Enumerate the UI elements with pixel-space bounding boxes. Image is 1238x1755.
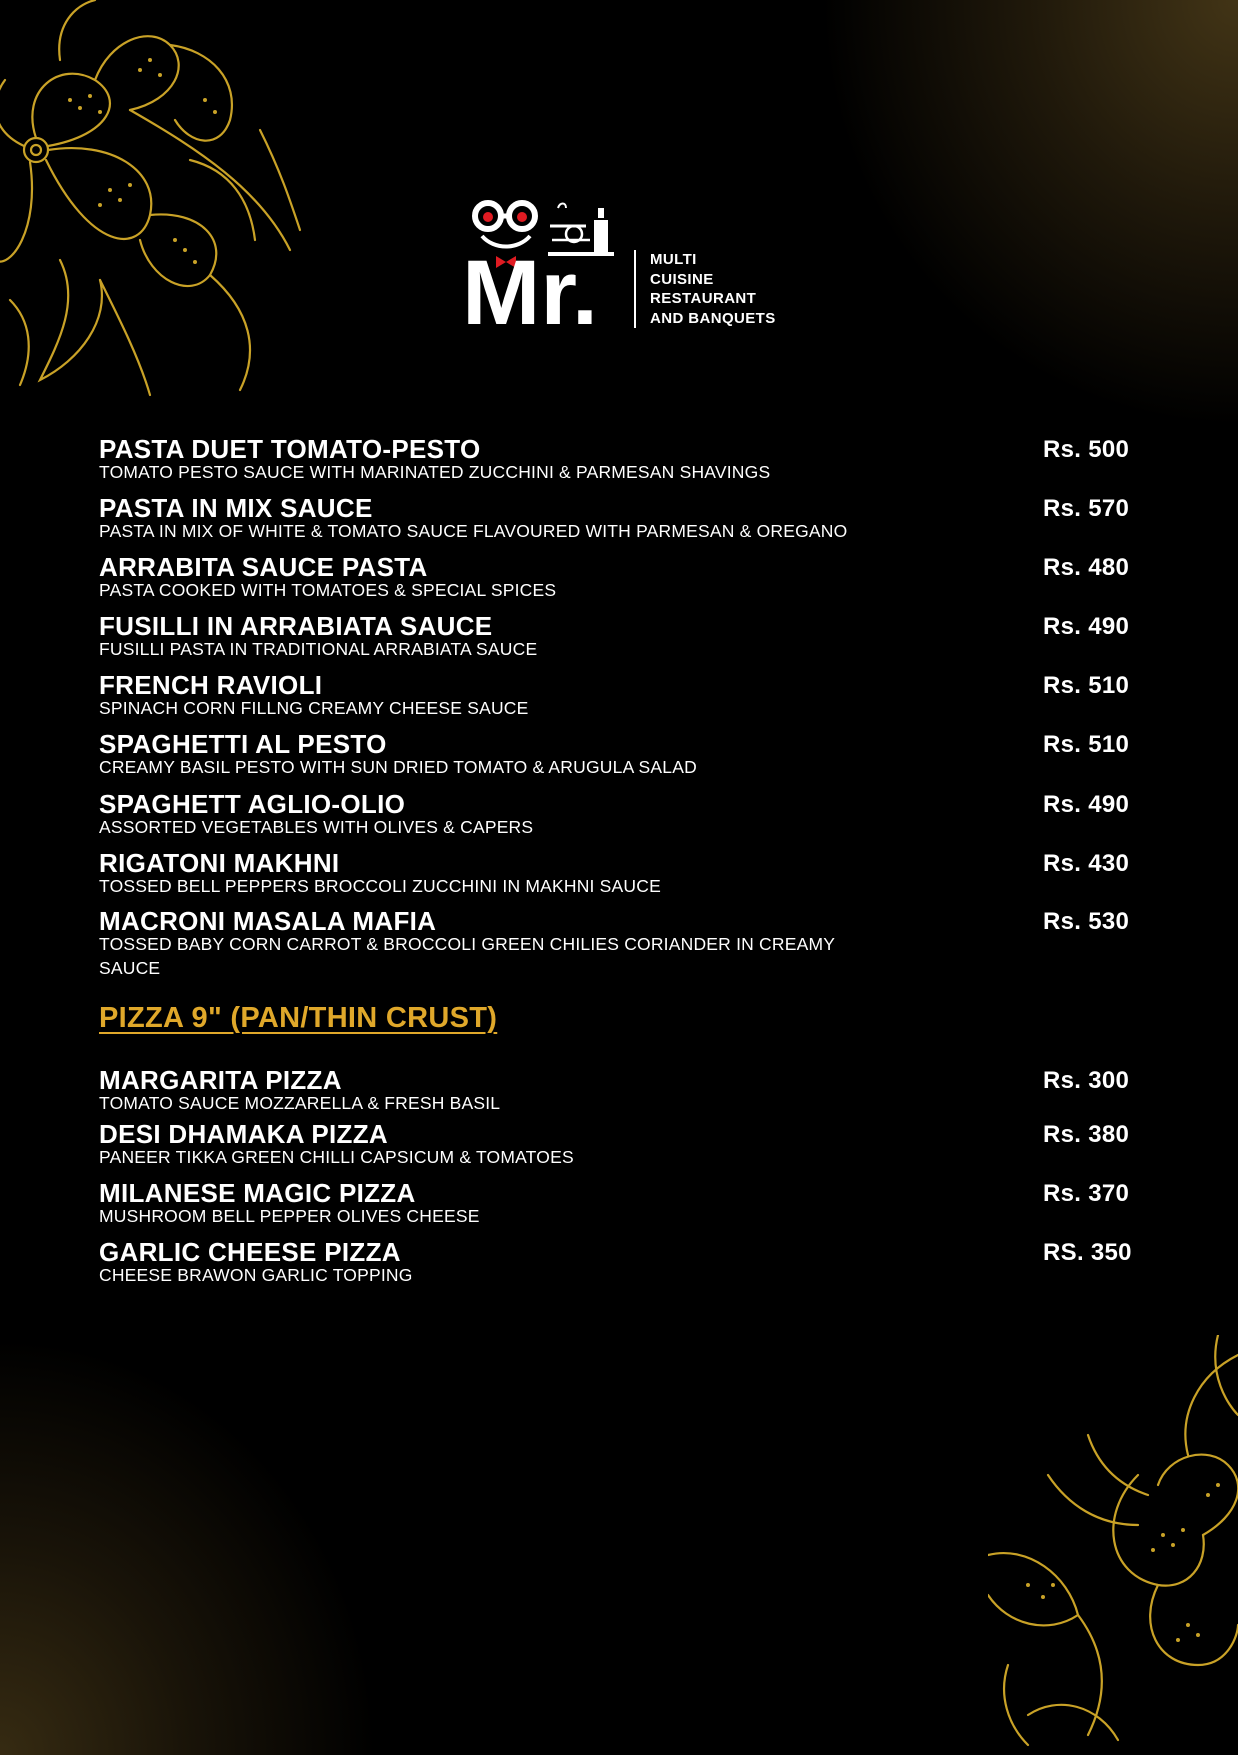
menu-item-price: Rs. 370 — [1043, 1180, 1130, 1207]
menu-item-price: Rs. 500 — [1043, 436, 1130, 463]
menu-item-description: PASTA COOKED WITH TOMATOES & SPECIAL SPICES — [99, 580, 557, 600]
menu-item-price: Rs. 510 — [1043, 672, 1130, 699]
menu-item — [99, 554, 1139, 602]
menu-item-name: PASTA DUET TOMATO-PESTO — [99, 434, 481, 464]
menu-item-description: TOMATO PESTO SAUCE WITH MARINATED ZUCCHINI & PARMESAN SHAVINGS — [99, 462, 771, 482]
menu-item-description: PANEER TIKKA GREEN CHILLI CAPSICUM & TOMATOES — [99, 1147, 574, 1167]
section-heading-pizza: PIZZA 9" (PAN/THIN CRUST) — [99, 1002, 498, 1034]
menu-item-name: DESI DHAMAKA PIZZA — [99, 1119, 388, 1149]
menu-item — [99, 613, 1139, 661]
menu-item-price: Rs. 570 — [1043, 495, 1130, 522]
menu-item-name: ARRABITA SAUCE PASTA — [99, 552, 428, 582]
menu-item-price: Rs. 490 — [1043, 791, 1130, 818]
menu-item-description: CREAMY BASIL PESTO WITH SUN DRIED TOMATO & ARUGULA SALAD — [99, 757, 697, 777]
menu-item-price: Rs. 530 — [1043, 908, 1130, 935]
menu-item — [99, 1180, 1139, 1228]
logo-tagline-line: MULTI — [650, 251, 697, 268]
menu-item-description: TOSSED BELL PEPPERS BROCCOLI ZUCCHINI IN MAKHNI SAUCE — [99, 876, 661, 896]
menu-item-name: FUSILLI IN ARRABIATA SAUCE — [99, 611, 493, 641]
logo-tagline-line: RESTAURANT — [650, 290, 757, 307]
menu-item-name: MARGARITA PIZZA — [99, 1065, 342, 1095]
logo-brand-text: Mr. — [462, 242, 598, 330]
menu-item-description: CHEESE BRAWON GARLIC TOPPING — [99, 1265, 413, 1285]
menu-item-name: PASTA IN MIX SAUCE — [99, 493, 373, 523]
menu-item-description: SPINACH CORN FILLNG CREAMY CHEESE SAUCE — [99, 698, 529, 718]
menu-item — [99, 1067, 1139, 1115]
menu-item — [99, 495, 1139, 543]
logo-tagline — [634, 250, 776, 328]
menu-item-description: MUSHROOM BELL PEPPER OLIVES CHEESE — [99, 1206, 480, 1226]
menu-item — [99, 850, 1139, 898]
menu-item-name: SPAGHETT AGLIO-OLIO — [99, 789, 406, 819]
logo-tagline-line: CUISINE — [650, 270, 714, 288]
menu-item-price: Rs. 480 — [1043, 554, 1130, 581]
floral-decoration-top-left — [0, 0, 310, 400]
menu-item — [99, 436, 1139, 484]
menu-item-price: RS. 350 — [1043, 1239, 1132, 1266]
menu-item-price: Rs. 430 — [1043, 850, 1130, 877]
menu-item-description: ASSORTED VEGETABLES WITH OLIVES & CAPERS — [99, 817, 534, 837]
menu-item — [99, 791, 1139, 839]
menu-item-name: GARLIC CHEESE PIZZA — [99, 1237, 401, 1267]
menu-item-description: TOMATO SAUCE MOZZARELLA & FRESH BASIL — [99, 1093, 501, 1113]
menu-item — [99, 908, 1139, 980]
menu-item-price: Rs. 490 — [1043, 613, 1130, 640]
floral-decoration-bottom-right — [988, 1335, 1238, 1755]
menu-item-name: FRENCH RAVIOLI — [99, 670, 323, 700]
menu-item-description: PASTA IN MIX OF WHITE & TOMATO SAUCE FLAVOURED WITH PARMESAN & OREGANO — [99, 521, 848, 541]
menu-item-name: RIGATONI MAKHNI — [99, 848, 340, 878]
menu-item-description: FUSILLI PASTA IN TRADITIONAL ARRABIATA SAUCE — [99, 639, 538, 659]
menu-item-price: Rs. 300 — [1043, 1067, 1130, 1094]
restaurant-logo — [462, 198, 802, 333]
menu-item-name: MILANESE MAGIC PIZZA — [99, 1178, 416, 1208]
menu-item — [99, 1239, 1139, 1287]
menu-item — [99, 672, 1139, 720]
gold-dust-texture-bottom-left — [0, 1335, 380, 1755]
gold-dust-texture-top-right — [818, 0, 1238, 430]
mr-logo-mark — [462, 198, 632, 330]
menu-item-price: Rs. 510 — [1043, 731, 1130, 758]
menu-item — [99, 1121, 1139, 1169]
menu-item-name: MACRONI MASALA MAFIA — [99, 906, 437, 936]
menu-item-price: Rs. 380 — [1043, 1121, 1130, 1148]
menu-item-description: TOSSED BABY CORN CARROT & BROCCOLI GREEN CHILIES CORIANDER IN CREAMY SAUCE — [99, 934, 835, 978]
menu-item — [99, 731, 1139, 779]
logo-tagline-line: AND BANQUETS — [650, 309, 776, 327]
menu-item-name: SPAGHETTI AL PESTO — [99, 729, 387, 759]
